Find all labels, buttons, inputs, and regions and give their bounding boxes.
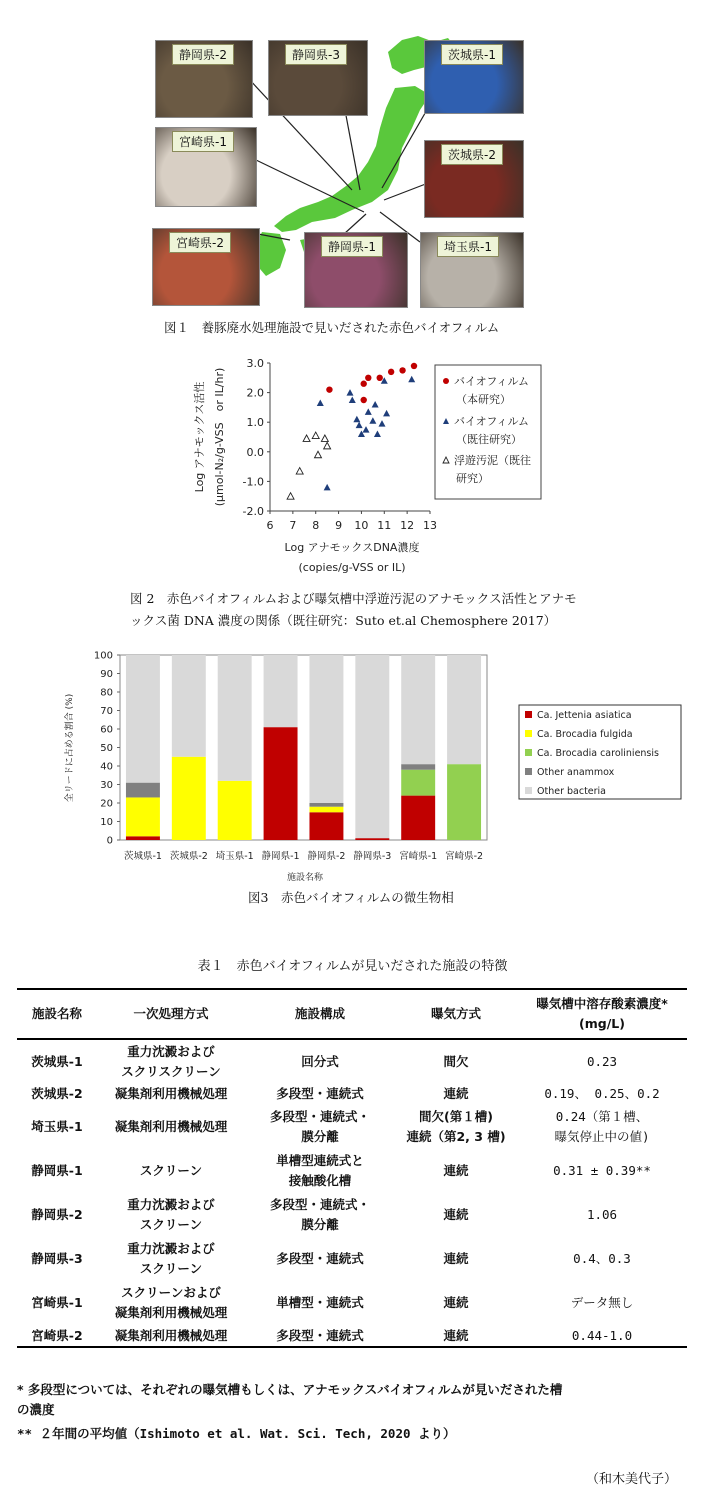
point-biofilm-this-study bbox=[365, 375, 371, 381]
point-biofilm-previous bbox=[379, 420, 386, 427]
cell-facility bbox=[17, 1039, 97, 1083]
cell-dissolved-oxygen-line1: 0.4、0.3 bbox=[573, 1251, 631, 1266]
photo-label: 静岡県-3 bbox=[285, 44, 347, 65]
cell-primary-treatment bbox=[97, 1237, 245, 1281]
footnote-1-line2: の濃度 bbox=[17, 1402, 55, 1417]
cell-configuration bbox=[245, 1281, 395, 1325]
table-row bbox=[17, 1039, 687, 1083]
x-tick-label: 埼玉県-1 bbox=[215, 851, 254, 862]
legend-label: Ca. Jettenia asiatica bbox=[537, 710, 632, 721]
y-tick-label: 40 bbox=[100, 761, 113, 773]
cell-aeration bbox=[395, 1083, 517, 1105]
cell-facility-line1: 茨城県-1 bbox=[31, 1053, 83, 1069]
cell-configuration-line1: 多段型・連続式 bbox=[276, 1086, 364, 1101]
legend-label: Ca. Brocadia caroliniensis bbox=[537, 748, 659, 759]
legend-label: （本研究） bbox=[456, 393, 511, 406]
x-tick-label: 6 bbox=[266, 519, 274, 532]
cell-dissolved-oxygen-line1: データ無し bbox=[570, 1295, 634, 1310]
bar-segment bbox=[309, 655, 343, 803]
bar-segment bbox=[309, 812, 343, 840]
x-tick-label: 茨城県-2 bbox=[169, 851, 208, 862]
y-tick-label: 90 bbox=[100, 669, 113, 680]
y-tick-label: -2.0 bbox=[242, 505, 264, 518]
bar-segment bbox=[355, 655, 389, 838]
cell-aeration-line1: 連続 bbox=[443, 1295, 469, 1310]
cell-configuration bbox=[245, 1193, 395, 1237]
cell-primary-treatment-line1: 凝集剤利用機械処理 bbox=[114, 1327, 228, 1343]
point-biofilm-previous bbox=[324, 484, 331, 491]
y-tick-label: 70 bbox=[100, 706, 113, 717]
cell-facility bbox=[17, 1149, 97, 1193]
cell-dissolved-oxygen-line2: 曝気停止中の値) bbox=[554, 1129, 650, 1144]
bar-segment bbox=[447, 764, 481, 840]
header-facility: 施設名称 bbox=[17, 989, 97, 1039]
x-tick-label: 13 bbox=[423, 519, 437, 532]
legend-label: 浮遊汚泥（既往 bbox=[454, 454, 531, 467]
point-suspended-sludge bbox=[287, 493, 294, 500]
cell-facility bbox=[17, 1193, 97, 1237]
facility-table bbox=[17, 988, 687, 1348]
legend-swatch bbox=[525, 768, 532, 775]
y-axis-title: 全リードに占める割合 (%) bbox=[65, 693, 75, 803]
legend-label: バイオフィルム bbox=[454, 375, 530, 388]
x-tick-label: 宮崎県-1 bbox=[399, 851, 438, 862]
cell-aeration bbox=[395, 1193, 517, 1237]
cell-facility-line1: 埼玉県-1 bbox=[31, 1119, 83, 1134]
header-dissolved-oxygen bbox=[517, 989, 687, 1039]
table-row bbox=[17, 1193, 687, 1237]
y-tick-label: 20 bbox=[100, 798, 113, 810]
bar-segment bbox=[264, 727, 298, 840]
photo-shizuoka-2 bbox=[155, 40, 253, 118]
header-configuration: 施設構成 bbox=[245, 989, 395, 1039]
y-tick-label: 1.0 bbox=[246, 416, 264, 430]
x-tick-label: 7 bbox=[289, 519, 297, 532]
table-1-title: 表１ 赤色バイオフィルムが見いだされた施設の特徴 bbox=[197, 959, 508, 974]
header-do-line1: 曝気槽中溶存酸素濃度* bbox=[536, 996, 668, 1011]
cell-dissolved-oxygen bbox=[517, 1105, 687, 1149]
point-biofilm-previous bbox=[369, 417, 376, 424]
point-suspended-sludge bbox=[321, 435, 328, 442]
x-tick-label: 静岡県-1 bbox=[261, 851, 300, 862]
y-tick-label: 10 bbox=[100, 817, 113, 828]
x-tick-label: 8 bbox=[312, 519, 320, 532]
figure-3-caption: 図3 赤色バイオフィルムの微生物相 bbox=[248, 890, 454, 905]
y-tick-label: 0 bbox=[106, 835, 113, 847]
cell-aeration-line1: 連続 bbox=[443, 1163, 469, 1178]
y-tick-label: 0.0 bbox=[246, 445, 264, 459]
point-suspended-sludge bbox=[312, 432, 319, 439]
photo-ibaraki-2 bbox=[424, 140, 524, 218]
y-axis-title-line1: Log アナモックス活性 bbox=[193, 381, 206, 493]
cell-facility bbox=[17, 1281, 97, 1325]
legend-swatch bbox=[525, 749, 532, 756]
cell-dissolved-oxygen bbox=[517, 1039, 687, 1083]
cell-configuration bbox=[245, 1325, 395, 1347]
cell-dissolved-oxygen-line1: 0.44-1.0 bbox=[571, 1327, 633, 1343]
x-tick-label: 静岡県-3 bbox=[353, 851, 392, 862]
bar-segment bbox=[264, 655, 298, 727]
cell-primary-treatment bbox=[97, 1325, 245, 1347]
footnote-1 bbox=[17, 1380, 697, 1420]
bar-segment bbox=[401, 655, 435, 764]
cell-aeration-line1: 連続 bbox=[443, 1207, 469, 1222]
footnote-1-line1: * 多段型については、それぞれの曝気槽もしくは、アナモックスバイオフィルムが見いだされた槽 bbox=[17, 1382, 563, 1397]
table-row bbox=[17, 1237, 687, 1281]
bar-segment bbox=[401, 770, 435, 796]
legend-swatch bbox=[525, 711, 532, 718]
cell-configuration bbox=[245, 1083, 395, 1105]
photo-ibaraki-1 bbox=[424, 40, 524, 114]
bar-segment bbox=[126, 783, 160, 798]
y-tick-label: 80 bbox=[100, 687, 113, 699]
point-biofilm-this-study bbox=[361, 381, 367, 387]
point-suspended-sludge bbox=[303, 435, 310, 442]
point-biofilm-this-study bbox=[399, 367, 405, 373]
table-header-row bbox=[17, 989, 687, 1039]
figure-2-caption-line1: 図 2 赤色バイオフィルムおよび曝気槽中浮遊汚泥のアナモックス活性とアナモ bbox=[130, 591, 577, 606]
point-biofilm-this-study bbox=[326, 386, 332, 392]
cell-dissolved-oxygen-line1: 0.31 ± 0.39** bbox=[553, 1163, 651, 1178]
x-axis-title: 施設名称 bbox=[286, 873, 324, 883]
figure-1 bbox=[0, 0, 705, 345]
cell-primary-treatment bbox=[97, 1083, 245, 1105]
bar-legend bbox=[519, 705, 681, 799]
cell-aeration-line2: 連続（第2, 3 槽) bbox=[406, 1129, 506, 1144]
figure-1-caption: 図１ 養豚廃水処理施設で見いだされた赤色バイオフィルム bbox=[164, 320, 500, 335]
cell-facility-line1: 静岡県-1 bbox=[31, 1163, 83, 1178]
bar-segment bbox=[447, 655, 481, 764]
y-tick-label: 50 bbox=[100, 743, 113, 754]
cell-aeration-line1: 連続 bbox=[443, 1086, 469, 1101]
y-tick-label: 100 bbox=[93, 650, 113, 662]
cell-primary-treatment-line2: スクリーン bbox=[139, 1217, 203, 1232]
scatter-legend bbox=[435, 365, 541, 499]
x-tick-label: 9 bbox=[335, 519, 343, 532]
cell-primary-treatment-line2: スクリスクリーン bbox=[121, 1063, 221, 1079]
point-biofilm-previous bbox=[383, 410, 390, 417]
point-suspended-sludge bbox=[296, 468, 303, 474]
bar-segment bbox=[401, 796, 435, 840]
cell-primary-treatment-line1: スクリーン bbox=[139, 1163, 203, 1178]
cell-configuration bbox=[245, 1237, 395, 1281]
cell-primary-treatment bbox=[97, 1105, 245, 1149]
x-tick-label: 宮崎県-2 bbox=[445, 851, 484, 862]
cell-aeration bbox=[395, 1149, 517, 1193]
cell-configuration-line2: 膜分離 bbox=[301, 1217, 339, 1232]
cell-configuration-line1: 単槽型・連続式 bbox=[276, 1295, 364, 1310]
legend-label: Ca. Brocadia fulgida bbox=[537, 729, 633, 740]
cell-aeration bbox=[395, 1281, 517, 1325]
legend-swatch bbox=[525, 787, 532, 794]
photo-saitama-1 bbox=[420, 232, 524, 308]
header-primary-treatment: 一次処理方式 bbox=[97, 989, 245, 1039]
bar-segment bbox=[309, 803, 343, 807]
y-tick-label: 2.0 bbox=[246, 386, 264, 400]
x-tick-label: 12 bbox=[400, 519, 415, 532]
point-biofilm-previous bbox=[372, 401, 379, 408]
cell-primary-treatment bbox=[97, 1039, 245, 1083]
photo-label: 宮崎県-2 bbox=[169, 232, 231, 253]
photo-label: 宮崎県-1 bbox=[172, 131, 234, 152]
cell-facility-line1: 宮崎県-2 bbox=[31, 1327, 83, 1343]
figure-2 bbox=[0, 345, 705, 635]
legend-label: Other anammox bbox=[537, 767, 615, 778]
cell-primary-treatment-line2: 凝集剤利用機械処理 bbox=[114, 1305, 228, 1320]
cell-aeration bbox=[395, 1039, 517, 1083]
bar-segment bbox=[126, 836, 160, 840]
cell-configuration-line1: 多段型・連続式・ bbox=[269, 1197, 370, 1212]
cell-facility bbox=[17, 1325, 97, 1347]
cell-primary-treatment-line1: 凝集剤利用機械処理 bbox=[114, 1119, 228, 1134]
y-tick-label: 3.0 bbox=[246, 357, 264, 370]
point-biofilm-previous bbox=[365, 408, 372, 415]
cell-aeration bbox=[395, 1237, 517, 1281]
point-biofilm-previous bbox=[347, 389, 354, 396]
cell-primary-treatment-line1: 重力沈澱および bbox=[127, 1043, 215, 1059]
cell-aeration bbox=[395, 1325, 517, 1347]
cell-configuration-line1: 多段型・連続式 bbox=[276, 1327, 364, 1343]
legend-label: （既往研究） bbox=[456, 433, 522, 446]
cell-configuration-line2: 膜分離 bbox=[301, 1129, 339, 1144]
photo-label: 静岡県-2 bbox=[172, 44, 234, 65]
bar-segment bbox=[355, 838, 389, 840]
bar-segment bbox=[401, 764, 435, 770]
photo-shizuoka-1 bbox=[304, 232, 408, 308]
x-axis-title-line1: Log アナモックスDNA濃度 bbox=[284, 541, 420, 554]
y-axis-title-line2: (μmol-N₂/g-VSS or IL/hr) bbox=[213, 367, 226, 507]
cell-dissolved-oxygen bbox=[517, 1193, 687, 1237]
point-biofilm-previous bbox=[356, 422, 363, 429]
header-aeration: 曝気方式 bbox=[395, 989, 517, 1039]
point-suspended-sludge bbox=[315, 451, 322, 458]
cell-primary-treatment-line1: 凝集剤利用機械処理 bbox=[114, 1086, 228, 1101]
bar-segment bbox=[126, 797, 160, 836]
bar-segment bbox=[172, 655, 206, 757]
cell-configuration bbox=[245, 1105, 395, 1149]
x-tick-label: 11 bbox=[377, 519, 392, 532]
cell-dissolved-oxygen-line1: 0.23 bbox=[586, 1053, 618, 1069]
point-biofilm-previous bbox=[374, 431, 381, 438]
point-biofilm-this-study bbox=[388, 369, 394, 375]
cell-aeration-line1: 連続 bbox=[443, 1327, 469, 1343]
cell-primary-treatment-line1: 重力沈澱および bbox=[127, 1241, 215, 1256]
cell-facility-line1: 静岡県-3 bbox=[31, 1251, 83, 1266]
cell-primary-treatment-line1: 重力沈澱および bbox=[127, 1197, 215, 1212]
photo-label: 茨城県-2 bbox=[441, 144, 503, 165]
y-tick-label: -1.0 bbox=[242, 475, 264, 489]
cell-dissolved-oxygen-line1: 1.06 bbox=[586, 1207, 618, 1222]
cell-dissolved-oxygen bbox=[517, 1325, 687, 1347]
cell-facility-line1: 茨城県-2 bbox=[31, 1086, 83, 1101]
photo-miyazaki-1 bbox=[155, 127, 257, 207]
legend-label: バイオフィルム bbox=[454, 415, 530, 428]
bar-segment bbox=[126, 655, 160, 783]
legend-label: Other bacteria bbox=[537, 786, 607, 797]
table-row bbox=[17, 1325, 687, 1347]
point-biofilm-previous bbox=[349, 397, 356, 404]
table-row bbox=[17, 1281, 687, 1325]
point-biofilm-this-study bbox=[377, 375, 383, 381]
cell-aeration-line1: 間欠 bbox=[443, 1053, 469, 1069]
x-axis-title-line2: (copies/g-VSS or IL) bbox=[298, 561, 406, 574]
cell-dissolved-oxygen bbox=[517, 1149, 687, 1193]
bar-segment bbox=[172, 757, 206, 840]
cell-dissolved-oxygen bbox=[517, 1281, 687, 1325]
cell-primary-treatment bbox=[97, 1281, 245, 1325]
bar-segment bbox=[309, 807, 343, 813]
cell-configuration bbox=[245, 1039, 395, 1083]
y-tick-label: 30 bbox=[100, 780, 113, 791]
bar-segment bbox=[218, 781, 252, 840]
cell-dissolved-oxygen bbox=[517, 1083, 687, 1105]
cell-facility bbox=[17, 1105, 97, 1149]
table-row bbox=[17, 1149, 687, 1193]
legend-label: 研究） bbox=[456, 472, 489, 485]
cell-configuration-line1: 多段型・連続式・ bbox=[269, 1109, 370, 1124]
cell-dissolved-oxygen bbox=[517, 1237, 687, 1281]
cell-facility bbox=[17, 1083, 97, 1105]
photo-label: 茨城県-1 bbox=[441, 44, 503, 65]
x-tick-label: 静岡県-2 bbox=[307, 851, 346, 862]
cell-primary-treatment-line2: スクリーン bbox=[139, 1261, 203, 1276]
cell-facility bbox=[17, 1237, 97, 1281]
legend-swatch bbox=[525, 730, 532, 737]
x-tick-label: 茨城県-1 bbox=[123, 851, 162, 862]
cell-facility-line1: 静岡県-2 bbox=[31, 1207, 83, 1222]
point-suspended-sludge bbox=[324, 442, 331, 449]
point-biofilm-previous bbox=[317, 399, 324, 406]
cell-configuration-line1: 多段型・連続式 bbox=[276, 1251, 364, 1266]
header-do-line2: (mg/L) bbox=[579, 1016, 625, 1031]
table-row bbox=[17, 1105, 687, 1149]
bar-segment bbox=[218, 655, 252, 781]
cell-aeration-line1: 間欠(第１槽) bbox=[419, 1109, 493, 1124]
author: （和木美代子） bbox=[585, 1472, 677, 1487]
cell-primary-treatment-line1: スクリーンおよび bbox=[121, 1285, 221, 1300]
legend-marker-circle bbox=[443, 378, 449, 384]
photo-shizuoka-3 bbox=[268, 40, 368, 116]
photo-label: 静岡県-1 bbox=[321, 236, 383, 257]
cell-configuration-line1: 単槽型連続式と bbox=[276, 1153, 364, 1168]
scatter-chart bbox=[0, 345, 705, 585]
point-biofilm-previous bbox=[408, 376, 415, 383]
figure-3 bbox=[0, 640, 705, 910]
cell-configuration-line2: 接触酸化槽 bbox=[288, 1173, 352, 1188]
cell-aeration bbox=[395, 1105, 517, 1149]
photo-label: 埼玉県-1 bbox=[437, 236, 499, 257]
point-biofilm-this-study bbox=[361, 397, 367, 403]
footnote-2: ** ２年間の平均値（Ishimoto et al. Wat. Sci. Tech, 2020 より） bbox=[17, 1426, 456, 1441]
cell-configuration bbox=[245, 1149, 395, 1193]
point-biofilm-this-study bbox=[411, 363, 417, 369]
x-tick-label: 10 bbox=[354, 519, 369, 532]
point-biofilm-previous bbox=[363, 426, 370, 433]
photo-miyazaki-2 bbox=[152, 228, 260, 306]
figure-2-caption-line2: ックス菌 DNA 濃度の関係（既往研究：Suto et.al Chemosphere 2017） bbox=[130, 613, 557, 628]
stacked-bar-chart bbox=[0, 640, 705, 885]
cell-facility-line1: 宮崎県-1 bbox=[31, 1295, 83, 1310]
point-biofilm-previous bbox=[353, 416, 360, 423]
cell-primary-treatment bbox=[97, 1149, 245, 1193]
table-row bbox=[17, 1083, 687, 1105]
cell-primary-treatment bbox=[97, 1193, 245, 1237]
cell-dissolved-oxygen-line1: 0.19、 0.25、0.2 bbox=[544, 1086, 660, 1101]
cell-aeration-line1: 連続 bbox=[443, 1251, 469, 1266]
cell-dissolved-oxygen-line1: 0.24（第１槽、 bbox=[555, 1109, 649, 1124]
y-tick-label: 60 bbox=[100, 724, 113, 736]
cell-configuration-line1: 回分式 bbox=[301, 1053, 339, 1069]
